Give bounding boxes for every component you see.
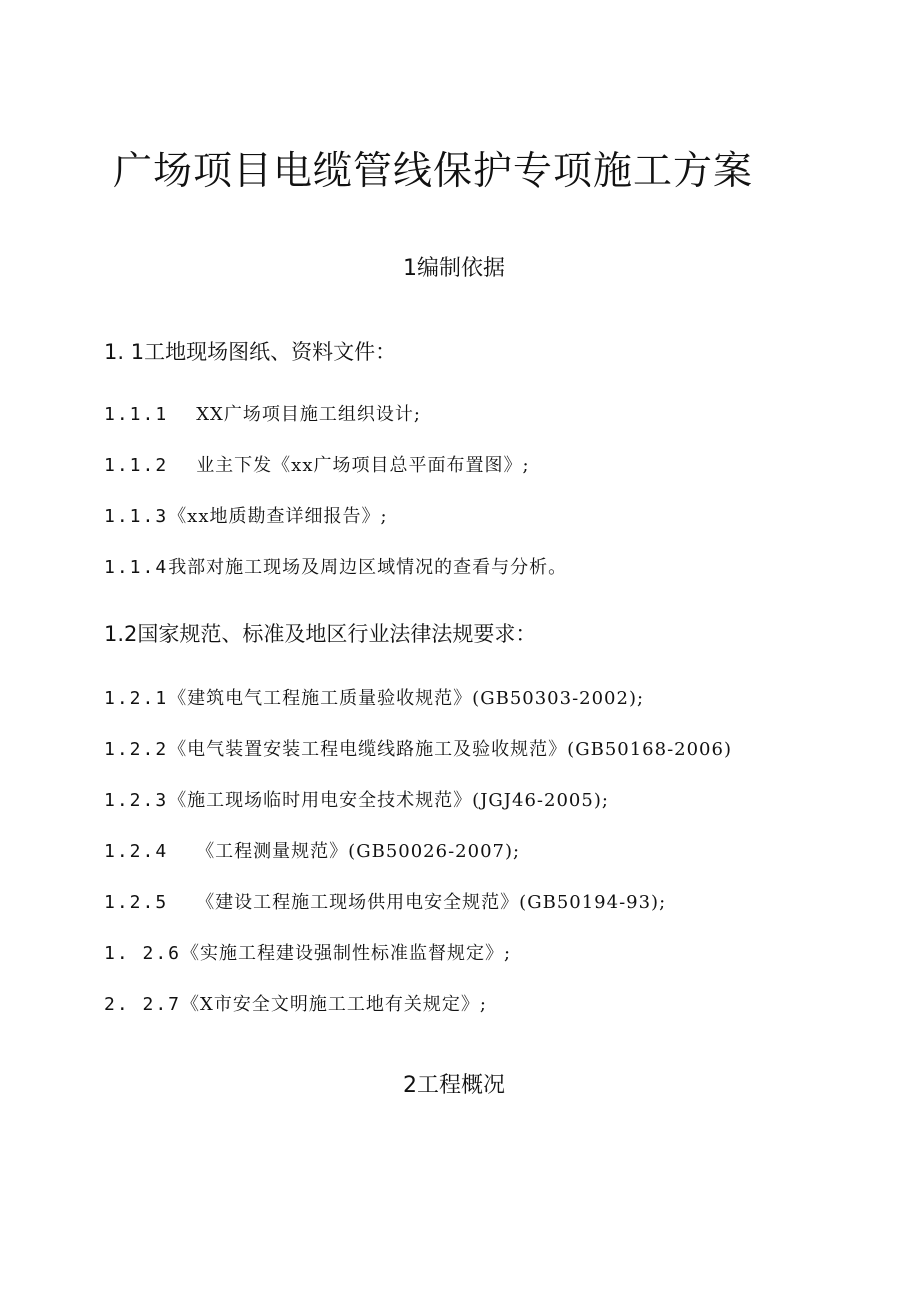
item-number: 1.1.3 (104, 506, 169, 527)
item-number: 1.2.2 (104, 739, 169, 760)
item-text: 我部对施工现场及周边区域情况的查看与分析。 (168, 557, 568, 578)
item-number: 1.1.2 (104, 455, 169, 476)
item-text: 《施工现场临时用电安全技术规范》(JGJ46-2005); (168, 790, 609, 811)
item-text: 《电气装置安装工程电缆线路施工及验收规范》(GB50168-2006) (168, 739, 732, 760)
list-item (104, 400, 421, 426)
item-number: 1.2.5 (104, 892, 169, 913)
item-number: 1. 2.6 (104, 943, 182, 964)
list-item (104, 837, 520, 863)
list-item (104, 502, 388, 528)
list-item (104, 684, 644, 710)
item-text: 《实施工程建设强制性标准监督规定》; (181, 943, 512, 964)
item-text: XX广场项目施工组织设计; (196, 404, 421, 425)
list-item (104, 888, 666, 914)
item-number: 1.1.4 (104, 557, 169, 578)
list-item (104, 786, 609, 812)
item-text: 《建筑电气工程施工质量验收规范》(GB50303-2002); (168, 688, 645, 709)
item-number: 2. 2.7 (104, 994, 182, 1015)
item-number: 1.1.1 (104, 404, 169, 425)
subsection-heading-drawings: 1. 1工地现场图纸、资料文件： (104, 340, 397, 364)
item-number: 1.2.1 (104, 688, 169, 709)
section-heading-basis: 1编制依据 (403, 256, 505, 281)
list-item (104, 939, 511, 965)
item-text: 《X市安全文明施工工地有关规定》; (181, 994, 487, 1015)
item-text: 《建设工程施工现场供用电安全规范》(GB50194-93); (196, 892, 667, 913)
section-heading-overview: 2工程概况 (403, 1073, 505, 1098)
document-title: 广场项目电缆管线保护专项施工方案 (112, 149, 753, 194)
list-item (104, 735, 732, 761)
item-text: 《xx地质勘查详细报告》; (168, 506, 388, 527)
item-number: 1.2.4 (104, 841, 169, 862)
list-item (104, 990, 487, 1016)
list-item (104, 451, 530, 477)
subsection-heading-standards: 1.2国家规范、标准及地区行业法律法规要求： (104, 622, 537, 646)
item-number: 1.2.3 (104, 790, 169, 811)
list-item (104, 553, 567, 579)
item-text: 《工程测量规范》(GB50026-2007); (196, 841, 521, 862)
item-text: 业主下发《xx广场项目总平面布置图》; (196, 455, 530, 476)
